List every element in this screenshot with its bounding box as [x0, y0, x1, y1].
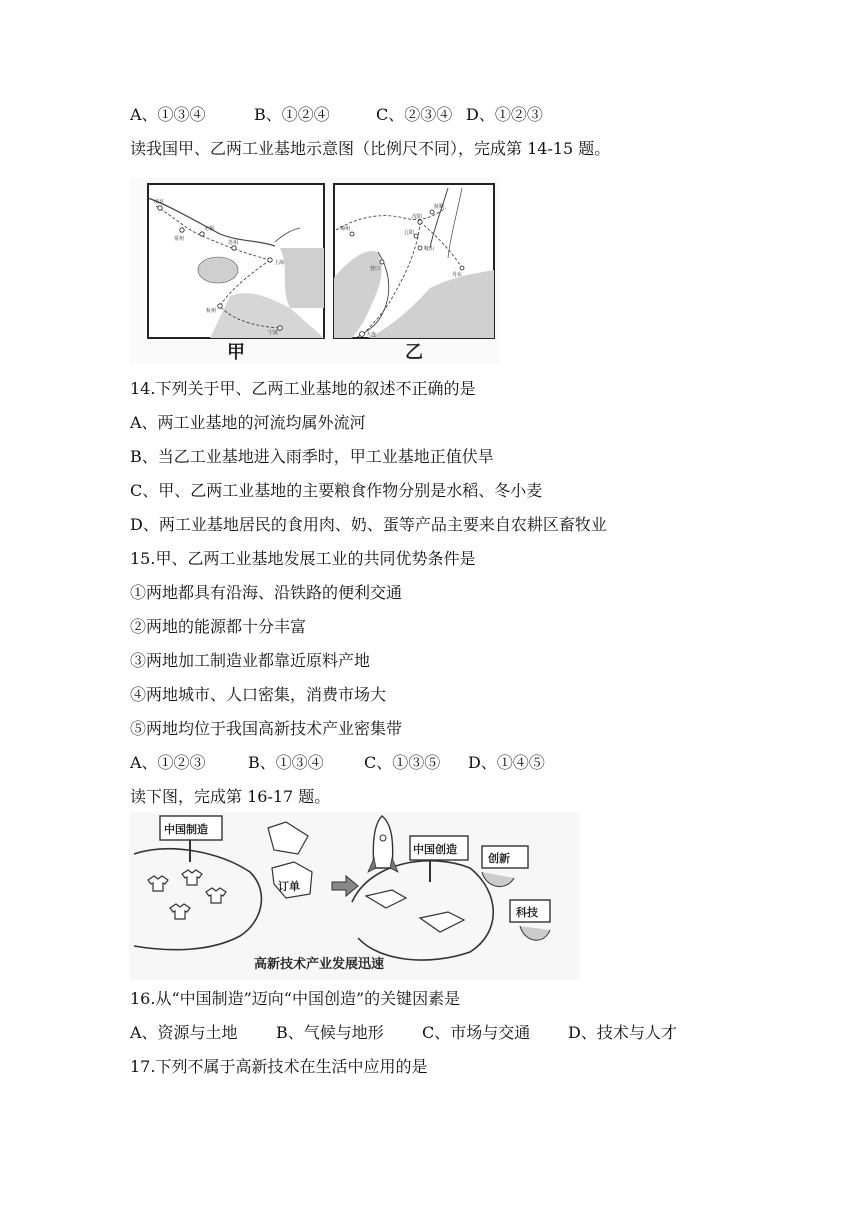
q17-stem: 17.下列不属于高新技术在生活中应用的是	[130, 1057, 428, 1076]
city-label: 鞍山	[424, 246, 435, 252]
option-c: C、②③④	[376, 105, 453, 124]
q15-stem: 15.甲、乙两工业基地发展工业的共同优势条件是	[130, 549, 476, 568]
city-label: 锦州	[340, 226, 351, 232]
city-label: 丹东	[452, 272, 463, 278]
q14-option-a: A、两工业基地的河流均属外流河	[130, 413, 366, 432]
city-label: 宁波	[268, 330, 279, 336]
option-d: D、①②③	[466, 105, 543, 124]
q14-option-b: B、当乙工业基地进入雨季时，甲工业基地正值伏旱	[130, 447, 494, 466]
q15-item-5: ⑤两地均位于我国高新技术产业密集带	[130, 719, 403, 738]
city-label: 无锡	[204, 226, 215, 232]
city-label: 营口	[370, 266, 381, 272]
option-d: D、技术与人才	[568, 1023, 677, 1042]
intro-16-17: 读下图，完成第 16-17 题。	[130, 787, 331, 806]
cartoon-caption: 高新技术产业发展迅速	[254, 957, 385, 972]
q14-option-c: C、甲、乙两工业基地的主要粮食作物分别是水稻、冬小麦	[130, 481, 543, 500]
q14-stem: 14.下列关于甲、乙两工业基地的叙述不正确的是	[130, 379, 476, 398]
industrial-bases-map-figure	[130, 178, 500, 364]
city-label: 杭州	[206, 308, 217, 314]
city-label: 沈阳	[412, 214, 423, 220]
option-b: B、①③④	[248, 753, 324, 772]
option-d: D、①④⑤	[468, 753, 545, 772]
option-c: C、①③⑤	[364, 753, 441, 772]
q16-stem: 16.从“中国制造”迈向“中国创造”的关键因素是	[130, 989, 461, 1008]
city-label: 上海	[274, 260, 285, 266]
option-b: B、①②④	[254, 105, 330, 124]
option-a: A、①③④	[130, 105, 206, 124]
q15-item-1: ①两地都具有沿海、沿铁路的便利交通	[130, 583, 403, 602]
option-a: A、资源与土地	[130, 1023, 238, 1042]
city-label: 大连	[366, 332, 377, 338]
option-c: C、市场与交通	[422, 1023, 531, 1042]
intro-14-15: 读我国甲、乙两工业基地示意图（比例尺不同），完成第 14-15 题。	[130, 139, 611, 158]
option-a: A、①②③	[130, 753, 206, 772]
sign-created-in-china: 中国创造	[413, 843, 457, 856]
q15-item-2: ②两地的能源都十分丰富	[130, 617, 307, 636]
city-label: 苏州	[228, 240, 239, 246]
option-b: B、气候与地形	[276, 1023, 384, 1042]
sign-made-in-china: 中国制造	[164, 823, 208, 836]
q15-item-4: ④两地城市、人口密集，消费市场大	[130, 685, 387, 704]
city-label: 辽阳	[404, 230, 415, 236]
panel-label-yi: 乙	[405, 342, 423, 363]
city-label: 常州	[174, 236, 185, 242]
high-tech-cartoon-figure	[130, 812, 580, 980]
city-label: 南京	[154, 199, 165, 205]
map-panel-jia	[148, 184, 324, 363]
map-panel-yi	[334, 184, 494, 363]
q14-option-d: D、两工业基地居民的食用肉、奶、蛋等产品主要来自农耕区畜牧业	[130, 515, 607, 534]
panel-label-jia: 甲	[227, 342, 245, 363]
order-label: 订单	[278, 880, 300, 893]
city-label: 抚顺	[434, 204, 445, 210]
q15-item-3: ③两地加工制造业都靠近原料产地	[130, 651, 371, 670]
flag-innovation: 创新	[488, 852, 510, 865]
flag-technology: 科技	[516, 906, 538, 919]
